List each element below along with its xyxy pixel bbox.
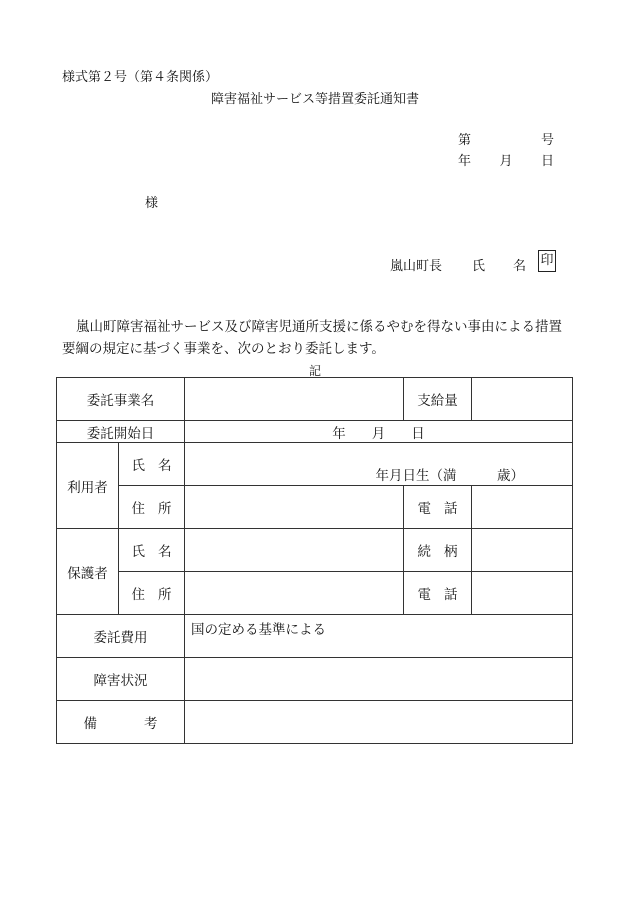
start-date-label: 委託開始日 <box>57 421 185 443</box>
guardian-phone-b: 話 <box>444 587 458 603</box>
document-title: 障害福祉サービス等措置委託通知書 <box>210 92 419 107</box>
start-year: 年 <box>332 425 346 442</box>
table-row <box>57 443 573 486</box>
guardian-address-b: 所 <box>158 587 172 603</box>
guardian-address-a: 住 <box>131 587 145 603</box>
table-row <box>57 615 573 658</box>
user-label: 利用者 <box>57 443 119 529</box>
issue-month: 月 <box>499 154 513 169</box>
guardian-phone-label <box>404 572 472 615</box>
ki-heading: 記 <box>308 364 321 378</box>
disability-value[interactable] <box>185 658 573 701</box>
user-phone-a: 電 <box>417 501 431 517</box>
table-row <box>57 529 573 572</box>
guardian-relation-label <box>404 529 472 572</box>
guardian-label: 保護者 <box>57 529 119 615</box>
table-row <box>57 486 573 529</box>
user-phone-b: 話 <box>444 501 458 517</box>
user-phone-label <box>404 486 472 529</box>
guardian-relation-b: 柄 <box>444 544 458 560</box>
addressee-suffix: 様 <box>145 196 159 211</box>
disability-label: 障害状況 <box>57 658 185 701</box>
start-date-value[interactable] <box>185 421 573 443</box>
service-name-label: 委託事業名 <box>57 378 185 421</box>
table-row <box>57 572 573 615</box>
issuer-name-label <box>472 255 526 274</box>
guardian-address-label <box>119 572 185 615</box>
supply-value[interactable] <box>472 378 573 421</box>
remarks-value[interactable] <box>185 701 573 744</box>
seal-box: 印 <box>538 250 556 272</box>
guardian-phone-a: 電 <box>417 587 431 603</box>
guardian-name-label <box>119 529 185 572</box>
issue-date-row <box>458 150 554 169</box>
remarks-label <box>57 701 185 744</box>
issue-year: 年 <box>458 154 472 169</box>
guardian-relation-a: 続 <box>417 544 431 560</box>
issuer-title: 嵐山町長 <box>390 259 443 274</box>
remarks-b: 考 <box>144 716 158 732</box>
table-row <box>57 421 573 443</box>
user-name-label <box>119 443 185 486</box>
table-row <box>57 658 573 701</box>
user-address-a: 住 <box>131 501 145 517</box>
fee-value[interactable]: 国の定める基準による <box>185 615 573 658</box>
number-prefix: 第 <box>458 133 472 148</box>
form-number-label: 様式第２号（第４条関係） <box>62 70 219 85</box>
user-phone-value[interactable] <box>472 486 573 529</box>
delegation-table <box>56 377 573 744</box>
issuer-name-part2: 名 <box>512 259 526 274</box>
number-suffix: 号 <box>540 133 554 148</box>
service-name-value[interactable] <box>185 378 404 421</box>
guardian-relation-value[interactable] <box>472 529 573 572</box>
guardian-name-value[interactable] <box>185 529 404 572</box>
table-row <box>57 378 573 421</box>
issue-day: 日 <box>540 154 554 169</box>
guardian-phone-value[interactable] <box>472 572 573 615</box>
fee-label: 委託費用 <box>57 615 185 658</box>
document-number-row <box>458 129 554 148</box>
guardian-address-value[interactable] <box>185 572 404 615</box>
user-address-value[interactable] <box>185 486 404 529</box>
guardian-name-b: 名 <box>158 544 172 560</box>
guardian-name-a: 氏 <box>131 544 145 560</box>
user-name-b: 名 <box>158 458 172 474</box>
supply-label: 支給量 <box>404 378 472 421</box>
user-address-label <box>119 486 185 529</box>
table-row <box>57 701 573 744</box>
issuer-name-part1: 氏 <box>472 259 486 274</box>
body-paragraph: 嵐山町障害福祉サービス及び障害児通所支援に係るやむを得ない事由による措置要綱の規定に基づく事業を、次のとおり委託します。 <box>62 319 562 357</box>
remarks-a: 備 <box>83 716 97 732</box>
user-address-b: 所 <box>158 501 172 517</box>
user-birth-value[interactable]: 年月日生（満 歳） <box>185 443 573 486</box>
start-month: 月 <box>371 425 386 442</box>
start-day: 日 <box>411 425 425 442</box>
user-name-a: 氏 <box>131 458 145 474</box>
